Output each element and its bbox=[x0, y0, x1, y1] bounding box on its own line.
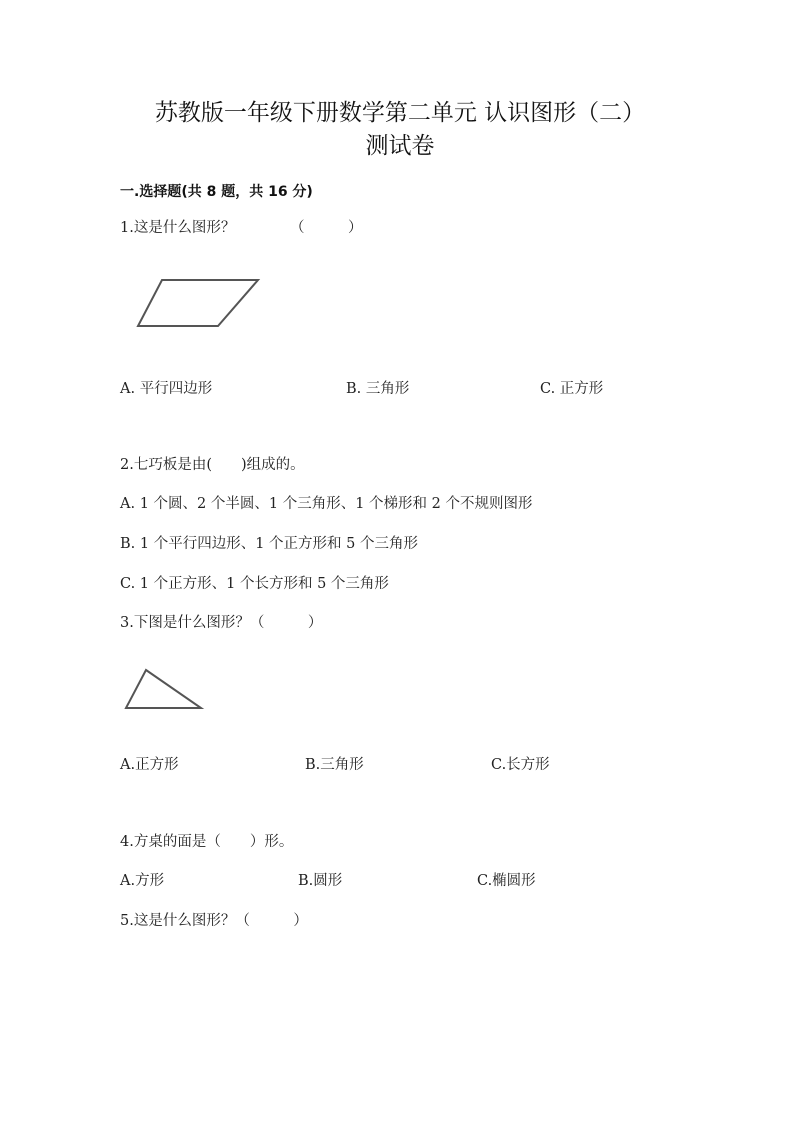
question-2-option-b: B. 1 个平行四边形、1 个正方形和 5 个三角形 bbox=[120, 536, 418, 552]
question-3-option-c: C.长方形 bbox=[491, 757, 550, 773]
question-3-option-a: A.正方形 bbox=[120, 757, 179, 773]
question-1-option-a: A. 平行四边形 bbox=[120, 381, 213, 397]
parallelogram-shape bbox=[138, 280, 258, 326]
question-1-answer-blank: （ ） bbox=[290, 220, 363, 236]
page-title-line2: 测试卷 bbox=[365, 133, 435, 159]
question-4-option-a: A.方形 bbox=[120, 873, 165, 889]
question-1-option-c: C. 正方形 bbox=[540, 381, 604, 397]
section-heading: 一.选择题(共 8 题，共 16 分) bbox=[120, 184, 313, 200]
triangle-figure bbox=[120, 664, 210, 714]
question-2-option-c: C. 1 个正方形、1 个长方形和 5 个三角形 bbox=[120, 576, 389, 592]
page-title-line1: 苏教版一年级下册数学第二单元 认识图形（二） bbox=[154, 100, 646, 126]
question-4-option-b: B.圆形 bbox=[298, 873, 343, 889]
question-2-stem: 2.七巧板是由( )组成的。 bbox=[120, 457, 305, 473]
parallelogram-figure bbox=[130, 272, 270, 336]
question-3-option-b: B.三角形 bbox=[305, 757, 364, 773]
question-4-stem: 4.方桌的面是（ ）形。 bbox=[120, 834, 294, 850]
question-5-stem: 5.这是什么图形？（ ） bbox=[120, 913, 308, 929]
question-3-stem: 3.下图是什么图形？（ ） bbox=[120, 615, 323, 631]
question-1-option-b: B. 三角形 bbox=[346, 381, 410, 397]
triangle-shape bbox=[126, 670, 201, 708]
question-1-stem: 1.这是什么图形？ bbox=[120, 220, 236, 236]
question-4-option-c: C.椭圆形 bbox=[477, 873, 536, 889]
question-2-option-a: A. 1 个圆、2 个半圆、1 个三角形、1 个梯形和 2 个不规则图形 bbox=[120, 496, 533, 512]
